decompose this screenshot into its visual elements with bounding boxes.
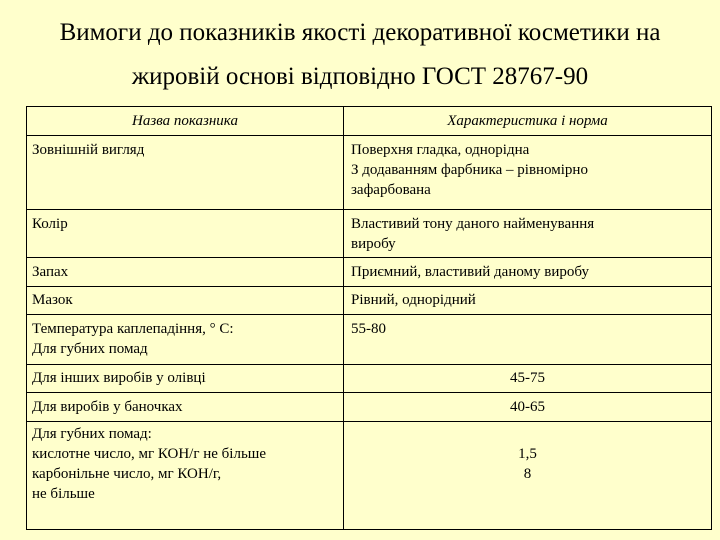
row-value-line: Властивий тону даного найменування	[351, 216, 595, 232]
row-name: Для виробів у баночках	[27, 393, 344, 422]
row-value-line: зафарбована	[351, 182, 431, 198]
table-row	[27, 258, 712, 287]
row-name: Для інших виробів у олівці	[27, 365, 344, 393]
row-name: Колір	[27, 210, 344, 258]
table-header-row	[27, 107, 712, 136]
table-row	[27, 136, 712, 210]
table-row	[27, 393, 712, 422]
row-name-line: кислотне число, мг КОН/г не більше	[32, 446, 266, 462]
row-value	[344, 136, 712, 210]
row-value-line: 1,5	[518, 446, 537, 462]
header-characteristic: Характеристика і норма	[344, 107, 712, 136]
header-indicator-name: Назва показника	[27, 107, 344, 136]
row-value-line: Поверхня гладка, однорідна	[351, 142, 530, 158]
row-name-line: Температура каплепадіння, ° С:	[32, 321, 234, 337]
row-name	[27, 422, 344, 530]
row-value: 45-75	[344, 365, 712, 393]
row-value: Рівний, однорідний	[344, 287, 712, 315]
row-value-line: виробу	[351, 236, 396, 252]
row-value: 55-80	[344, 315, 712, 365]
page-title-line-1: Вимоги до показників якості декоративної косметики на	[59, 19, 661, 46]
row-name: Мазок	[27, 287, 344, 315]
row-name	[27, 315, 344, 365]
table-row	[27, 422, 712, 530]
row-value-line: З додаванням фарбника – рівномірно	[351, 162, 588, 178]
table-row	[27, 210, 712, 258]
table-row	[27, 315, 712, 365]
row-value	[344, 210, 712, 258]
page-title-line-2: жировій основі відповідно ГОСТ 28767-90	[131, 63, 589, 90]
row-name-line: Для губних помад:	[32, 426, 152, 442]
row-name-line: Для губних помад	[32, 341, 148, 357]
table-row	[27, 365, 712, 393]
row-value-line: 8	[523, 466, 532, 482]
row-value: Приємний, властивий даному виробу	[344, 258, 712, 287]
row-name-line: карбонільне число, мг КОН/г,	[32, 466, 222, 482]
row-value: 40-65	[344, 393, 712, 422]
requirements-table	[26, 106, 712, 530]
table-row	[27, 287, 712, 315]
row-name: Запах	[27, 258, 344, 287]
row-value	[344, 422, 712, 530]
row-name-line: не більше	[32, 486, 95, 502]
row-name: Зовнішній вигляд	[27, 136, 344, 210]
